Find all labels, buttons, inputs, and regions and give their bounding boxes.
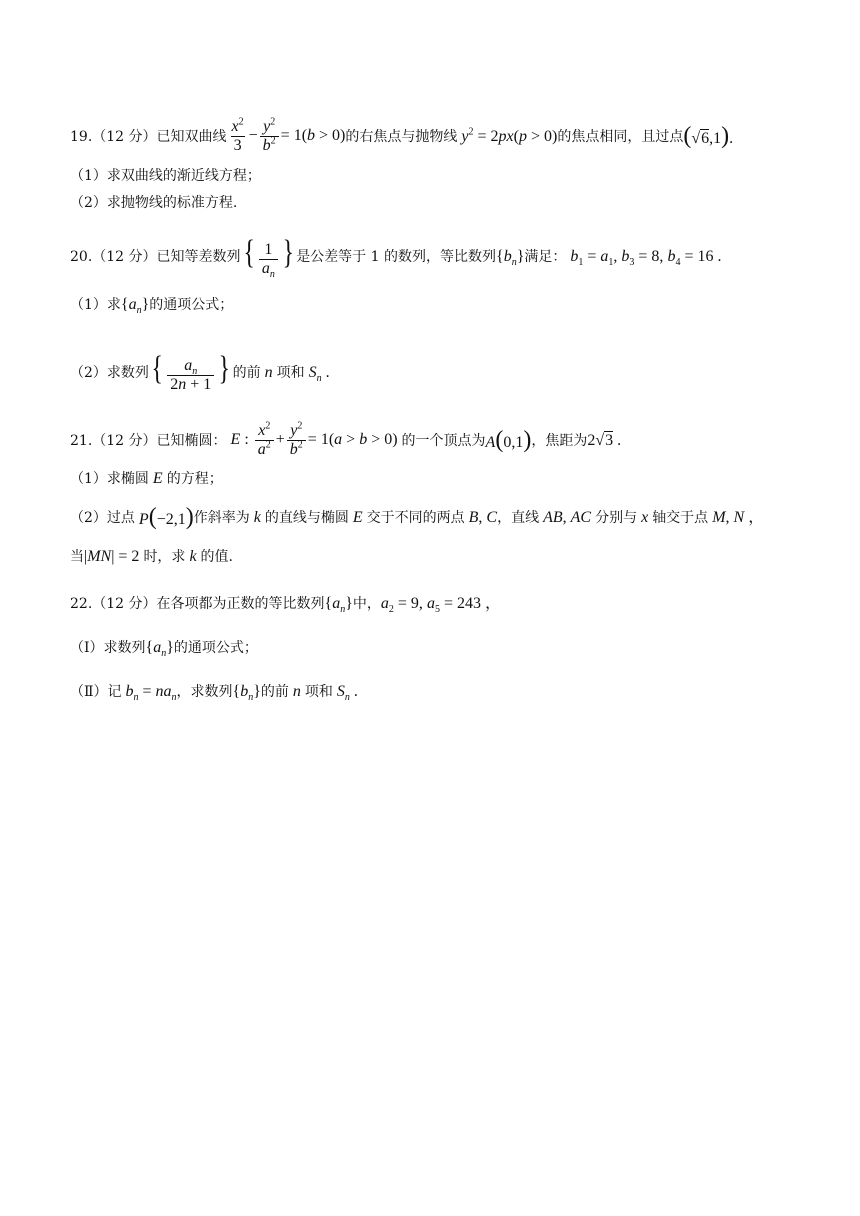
q19-number: 19. (70, 128, 93, 145)
q22-part2-text: 的前 (260, 684, 289, 700)
q19-part1: （1）求双曲线的渐近线方程； (70, 168, 261, 184)
points-MN: M, N ， (712, 508, 765, 526)
focal-distance: 2√3 . (587, 431, 622, 449)
q20-part1-text: （1）求 (70, 297, 121, 313)
q20-text: 已知等差数列 (156, 248, 241, 265)
points-BC: B, C (468, 508, 498, 526)
sum-Sn: $S_n$ . (308, 363, 330, 385)
q20-part2 (70, 352, 800, 394)
q21-part1 (70, 469, 800, 489)
q21-part2-text: ，直线 (497, 509, 540, 526)
sequence-an: $\{a_n\}$ (145, 639, 174, 660)
var-E: E (148, 470, 167, 487)
q20-part1-text: 的通项公式； (149, 297, 234, 313)
q21-part2-cont (70, 547, 800, 567)
q21-part2-text: 交于不同的两点 (366, 509, 465, 526)
q19-text: 的右焦点与抛物线 (345, 128, 458, 145)
q20-score: （12 分） (92, 248, 157, 265)
sequence-an: $\{a_n\}$ (120, 296, 150, 317)
q22-conditions: $a_2 = 9$, $a_5 = 243$ ， (380, 595, 501, 616)
q21-part2-text: 的直线与椭圆 (264, 509, 349, 526)
q21-text: 已知椭圆： (156, 432, 227, 449)
q20-number: 20. (70, 248, 93, 265)
q22-part2 (70, 682, 800, 702)
q20-part2-text: （2）求数列 (70, 364, 149, 381)
sequence-bn: $\{b_n\}$ (496, 247, 525, 269)
q20-conditions: $b_1 = a_1$, $b_3 = 8$, $b_4 = 16$ . (570, 247, 722, 269)
q21-part2-text: （2）过点 (70, 509, 135, 526)
var-n: n (260, 363, 277, 381)
q21-part1-text: 的方程； (166, 471, 223, 487)
q19-score: （12 分） (92, 128, 157, 145)
sum-Sn: $S_n$ . (336, 683, 358, 704)
ellipse-equation: E : $\frac{x^2}{a^2}$ + $\frac{y^2}{b^2}$ = 1(a > b > 0) (230, 420, 402, 458)
q21-text: ，焦距为 (531, 432, 588, 449)
var-E: E (348, 508, 367, 526)
q21-part2 (70, 505, 800, 530)
q21-stem (70, 422, 800, 459)
point: (√6,1). (683, 123, 734, 149)
q20-text: 是公差等于 1 的数列，等比数列 (296, 248, 496, 265)
q21-text: 的一个顶点为 (401, 432, 486, 449)
mn-length: |MN| = 2 (84, 548, 144, 565)
sequence-bn: $\{b_n\}$ (232, 683, 261, 704)
q21-part2-text: 当 (70, 549, 84, 565)
q20-part1 (70, 295, 800, 315)
hyperbola-equation: $\frac{x^2}{3}$ − $\frac{y^2}{b^2}$ = 1(b > 0) (231, 116, 346, 154)
q22-text: 在各项都为正数的等比数列 (156, 596, 325, 612)
q21-part2-text: 的值. (200, 549, 233, 565)
q19-text: 已知双曲线 (156, 128, 227, 145)
parabola-equation: $y^2 = 2px(p > 0)$ (461, 126, 558, 145)
q21-part2-text: 轴交于点 (652, 509, 709, 526)
sequence-an-over-2n1: { $\frac{a_n}{2n + 1}$ } (151, 350, 231, 393)
q22-part1-text: （Ⅰ）求数列 (70, 640, 146, 656)
q22-part2-text: ，求数列 (176, 684, 233, 700)
q22-stem (70, 594, 800, 614)
q20-stem (70, 234, 800, 281)
q22-part1-text: 的通项公式； (173, 640, 258, 656)
sequence-an: $\{a_n\}$ (324, 595, 353, 616)
q20-part2-text: 的前 (232, 364, 261, 381)
q22-part2-text: （Ⅱ）记 (70, 684, 122, 700)
q21-part1-text: （1）求椭圆 (70, 471, 149, 487)
var-n: n (288, 683, 305, 700)
lines-AB-AC: AB, AC (543, 508, 592, 526)
q21-part2-text: 作斜率为 (193, 509, 250, 526)
var-k: k (249, 508, 265, 526)
q22-part1 (70, 638, 800, 658)
q19-text: 的焦点相同，且过点 (557, 128, 684, 145)
q21-part2-text: 分别与 (595, 509, 638, 526)
q22-part2-text: 项和 (304, 684, 333, 700)
q20-part2-text: 项和 (276, 364, 305, 381)
vertex-A: A(0,1) (485, 427, 532, 453)
q22-score: （12 分） (92, 596, 157, 612)
q19-part2: （2）求抛物线的标准方程. (70, 195, 238, 211)
q21-score: （12 分） (92, 432, 157, 449)
sequence-1-over-an: { $\frac{1}{a_n}$ } (242, 234, 294, 281)
point-P: P(−2,1) (138, 504, 194, 530)
var-x: x (637, 508, 653, 526)
q21-number: 21. (70, 432, 93, 449)
q22-number: 22. (70, 596, 93, 612)
q20-text: 满足： (524, 248, 567, 265)
q21-part2-text: 时，求 (143, 549, 186, 565)
var-k: k (185, 548, 201, 565)
bn-definition: $b_n = na_n$ (125, 683, 177, 704)
q19-stem (70, 118, 800, 155)
q22-text: 中， (352, 596, 381, 612)
